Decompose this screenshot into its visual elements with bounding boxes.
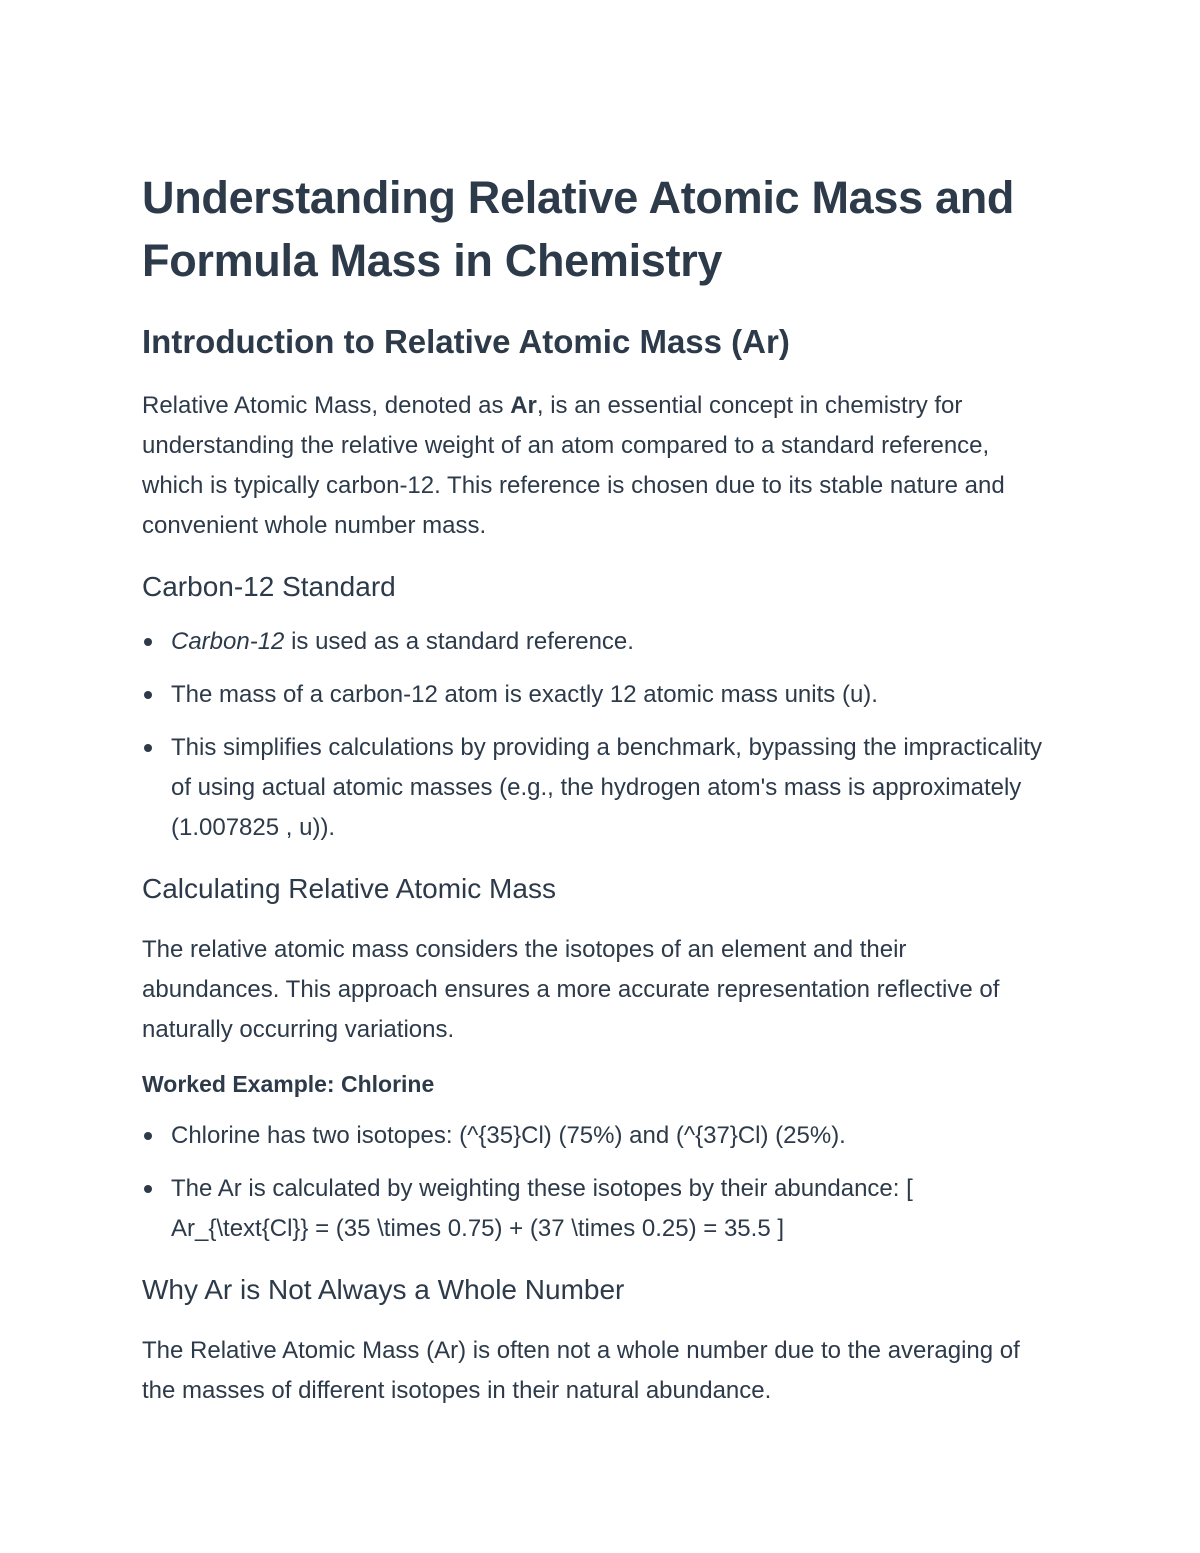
document-title: Understanding Relative Atomic Mass and Formula Mass in Chemistry [142,172,1015,286]
ar-symbol: Ar [510,392,537,419]
list-item [142,728,1050,848]
intro-text-start: Relative Atomic Mass, denoted as [142,392,511,419]
carbon12-list [142,622,1050,848]
not-whole-paragraph: The Relative Atomic Mass (Ar) is often not a whole number due to the averaging of the masses of different isotopes in their natural abundance. [142,1337,1020,1404]
worked-example-list [142,1116,1050,1249]
list-item [142,1116,1050,1156]
list-item-text: This simplifies calculations by providing a benchmark, bypassing the impracticality of using actual atomic masses (e.g., the hydrogen atom's mass is approximately (1.007825 , u)). [171,734,1043,841]
list-item [142,622,1050,662]
list-item [142,1169,1050,1249]
bullet-icon [144,744,152,752]
bullet-icon [144,638,152,646]
list-item-text: Chlorine has two isotopes: (^{35}Cl) (75%) and (^{37}Cl) (25%). [171,1122,846,1149]
section-heading-intro: Introduction to Relative Atomic Mass (Ar) [142,323,790,360]
subsection-heading-not-whole: Why Ar is Not Always a Whole Number [142,1274,625,1305]
worked-example-heading: Worked Example: Chlorine [142,1071,435,1097]
carbon12-term: Carbon-12 [171,628,285,655]
subsection-heading-carbon12: Carbon-12 Standard [142,571,396,602]
bullet-icon [144,691,152,699]
list-item-text: The mass of a carbon-12 atom is exactly 12 atomic mass units (u). [171,681,878,708]
intro-text-end: , is an essential concept in chemistry for understanding the relative weight of an atom compared to a standard reference, which is typically carbon-12. This reference is chosen due to its stable nature and convenient whole number mass. [142,392,1005,539]
bullet-icon [144,1132,152,1140]
list-item [142,675,1050,715]
list-item-text: The Ar is calculated by weighting these isotopes by their abundance: [ Ar_{\text{Cl}} = (35 \times 0.75) + (37 \times 0.25) = 35.5 ] [171,1175,913,1242]
list-item-text: is used as a standard reference. [284,628,634,655]
bullet-icon [144,1185,152,1193]
intro-paragraph [142,386,1050,546]
calculating-paragraph: The relative atomic mass considers the isotopes of an element and their abundances. This approach ensures a more accurate representation reflective of naturally occurring variations. [142,936,1000,1043]
subsection-heading-calculating: Calculating Relative Atomic Mass [142,873,556,904]
